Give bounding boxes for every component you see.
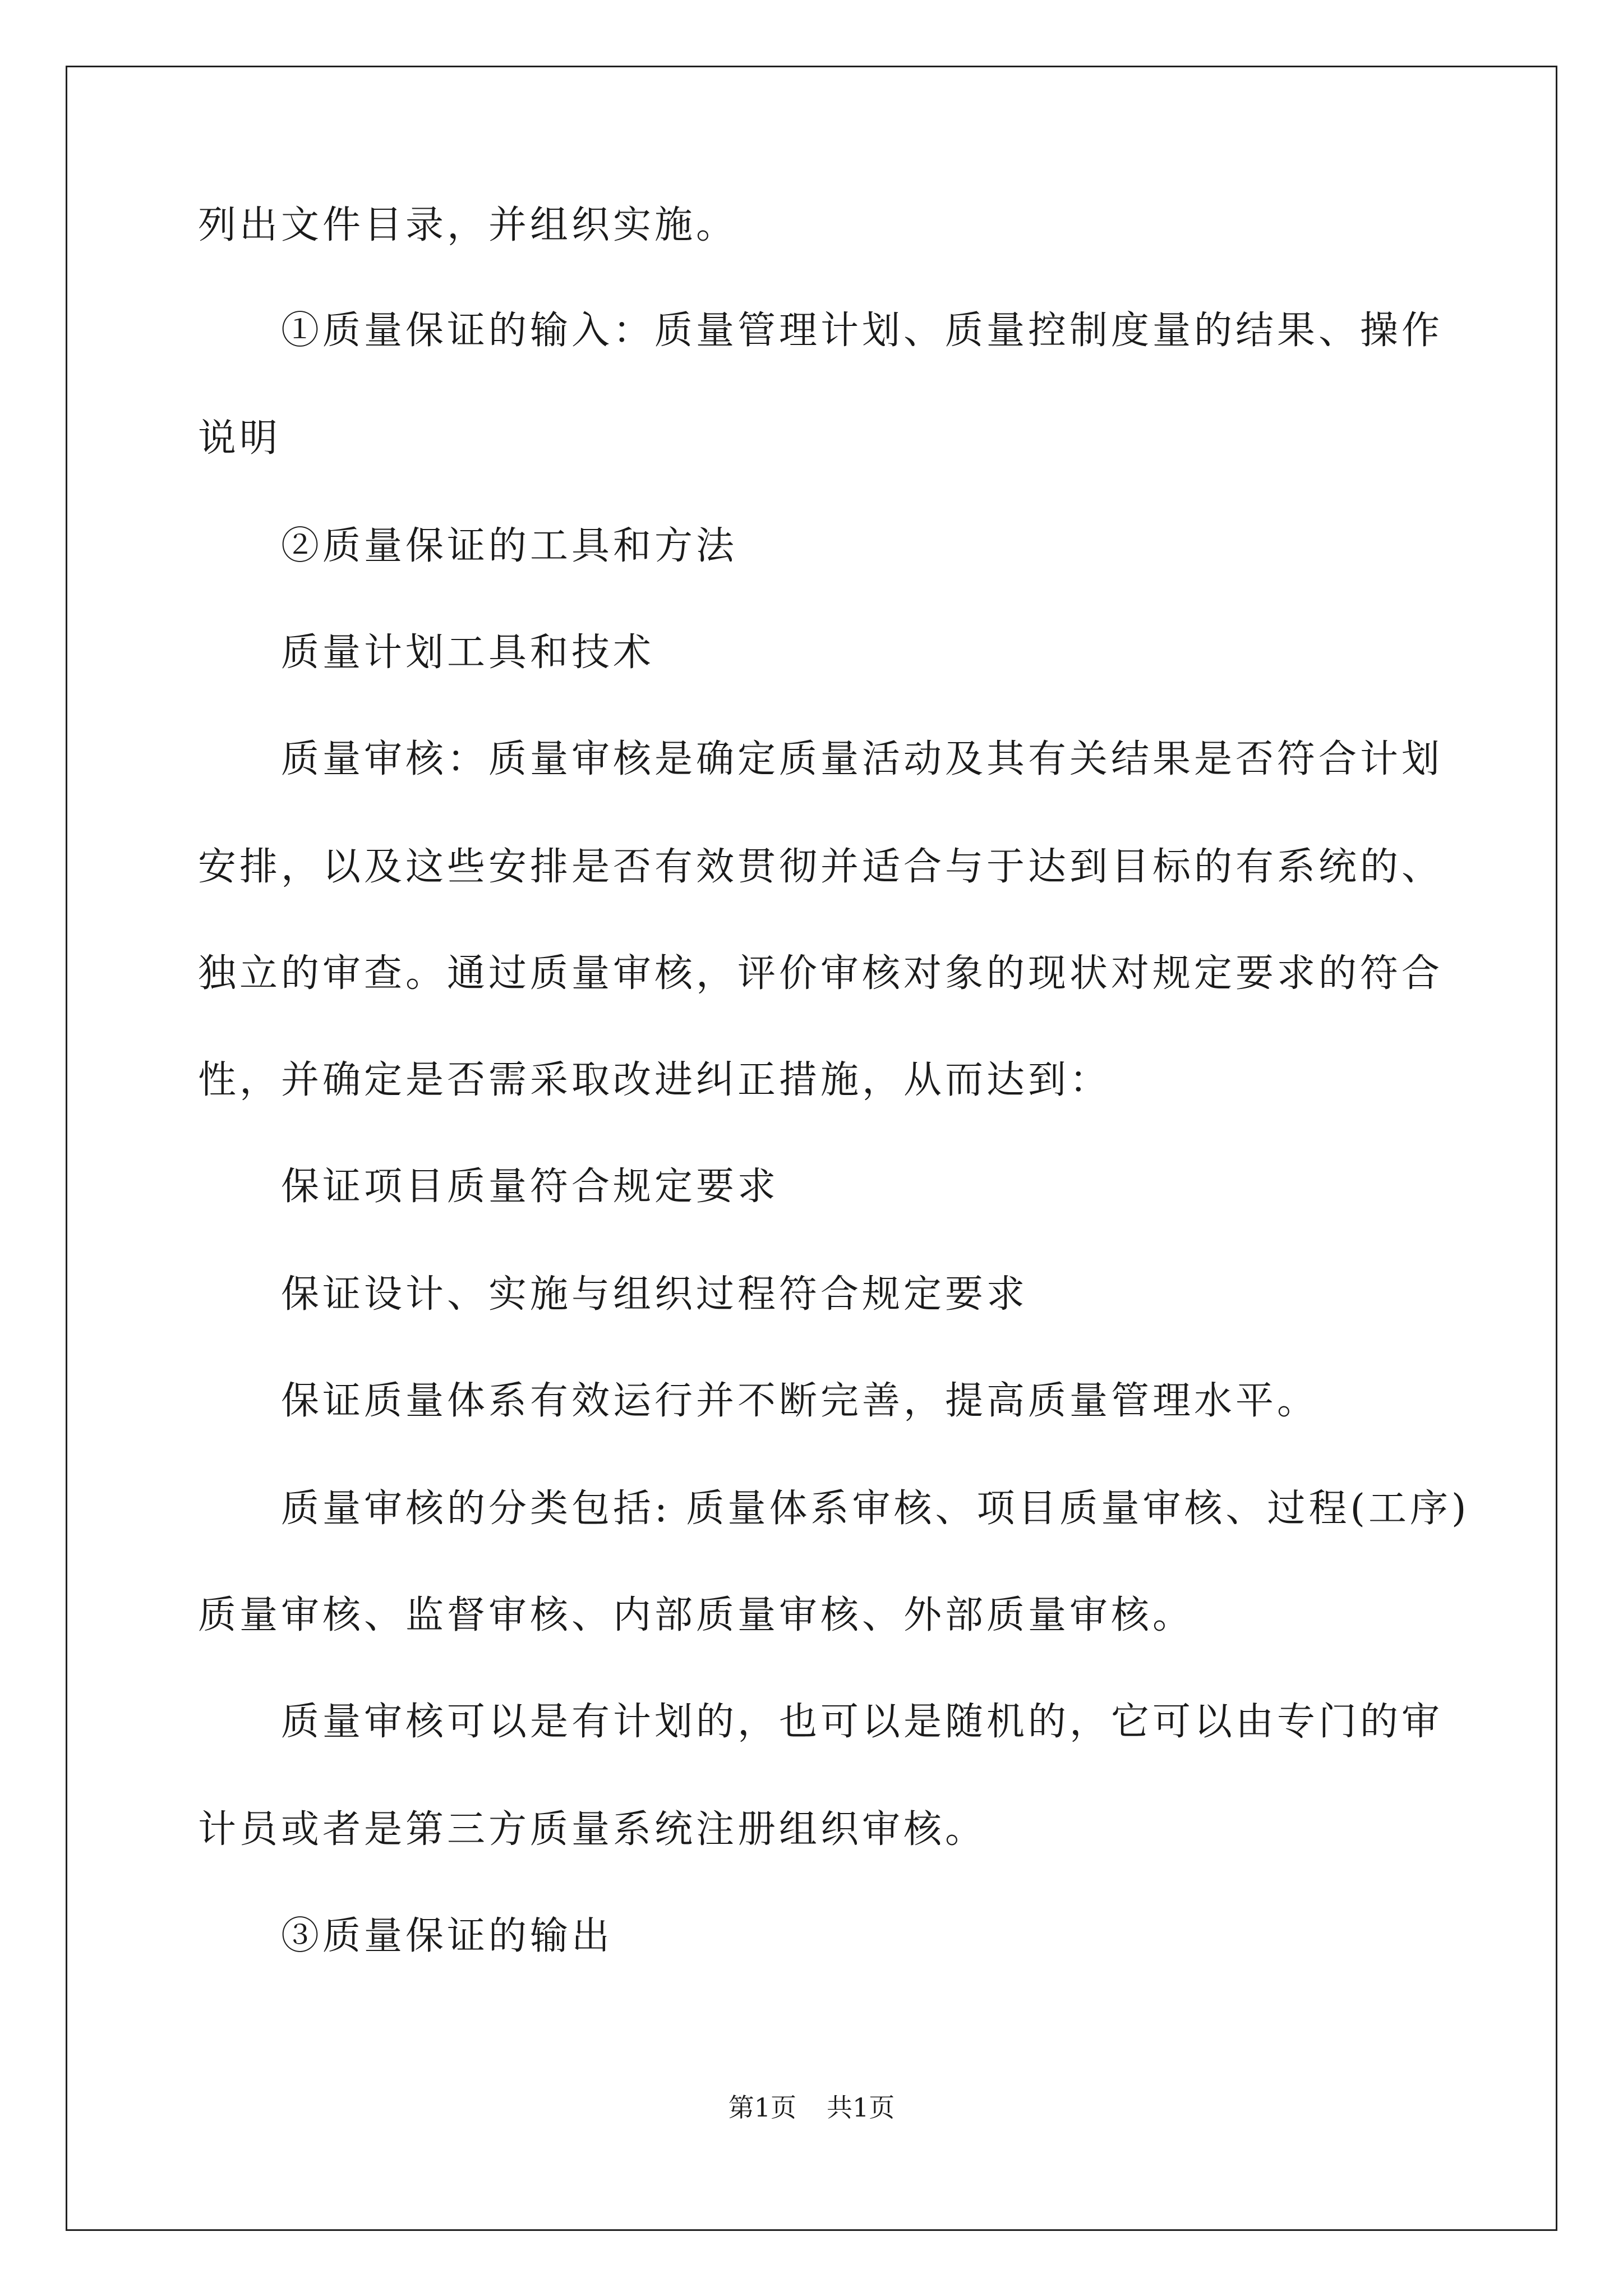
text-line: 质量审核的分类包括: 质量体系审核、项目质量审核、过程(工序) — [281, 1487, 1470, 1531]
page-total: 共1页 — [827, 2092, 895, 2123]
text-line: 质量审核：质量审核是确定质量活动及其有关结果是否符合计划 — [281, 737, 1444, 781]
text-line: 计员或者是第三方质量系统注册组织审核。 — [198, 1807, 987, 1852]
text-line: 质量审核、监督审核、内部质量审核、外部质量审核。 — [198, 1593, 1195, 1637]
text-line: 保证设计、实施与组织过程符合规定要求 — [281, 1272, 1029, 1317]
text-line: 安排，以及这些安排是否有效贯彻并适合与于达到目标的有系统的、 — [198, 845, 1444, 889]
page-footer — [0, 2091, 1623, 2124]
text-line: ①质量保证的输入：质量管理计划、质量控制度量的结果、操作 — [281, 309, 1444, 353]
text-line: 质量审核可以是有计划的，也可以是随机的，它可以由专门的审 — [281, 1700, 1444, 1744]
text-line: 质量计划工具和技术 — [281, 631, 655, 675]
text-line: 性，并确定是否需采取改进纠正措施，从而达到： — [198, 1058, 1112, 1102]
page-number: 第1页 — [728, 2092, 796, 2123]
text-line: ③质量保证的输出 — [281, 1914, 614, 1958]
text-line: 保证质量体系有效运行并不断完善，提高质量管理水平。 — [281, 1379, 1319, 1423]
text-line: 保证项目质量符合规定要求 — [281, 1165, 780, 1209]
text-line: 列出文件目录，并组织实施。 — [198, 203, 738, 247]
text-line: 说明 — [198, 416, 282, 461]
page-border — [66, 66, 1557, 2231]
text-line: 独立的审查。通过质量审核，评价审核对象的现状对规定要求的符合 — [198, 951, 1444, 996]
text-line: ②质量保证的工具和方法 — [281, 524, 738, 568]
